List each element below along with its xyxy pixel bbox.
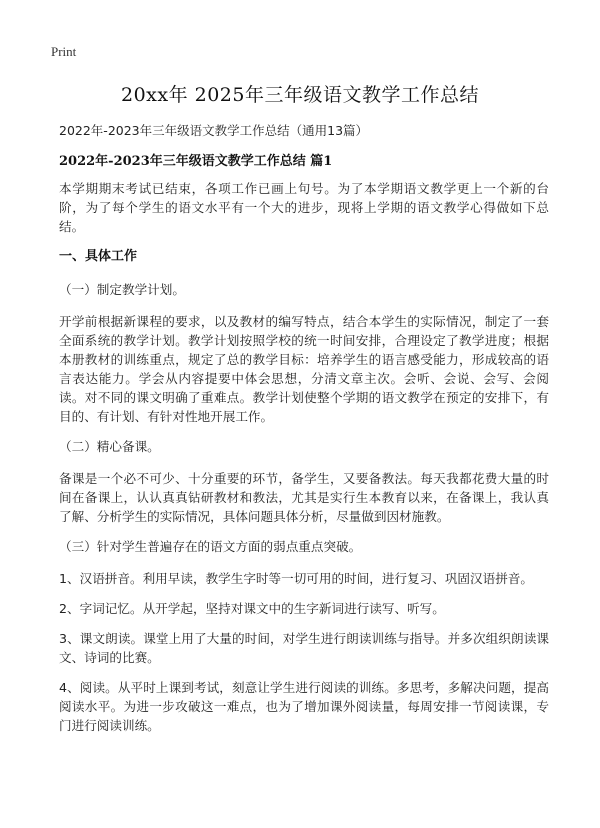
heading-specific-work: 一、具体工作 [59, 249, 138, 264]
subheading-teaching-plan: （一）制定教学计划。 [59, 282, 185, 297]
document-subtitle: 2022年-2023年三年级语文教学工作总结（通用13篇） [59, 123, 369, 138]
list-item-pinyin: 1、汉语拼音。利用早读，教学生字时等一切可用的时间，进行复习、巩固汉语拼音。 [59, 571, 533, 586]
intro-paragraph: 本学期期末考试已结束，各项工作已画上句号。为了本学期语文教学更上一个新的台阶，为了每个学生的语文水平有一个大的进步，现将上学期的语文教学心得做如下总结。 [59, 181, 549, 234]
print-label: Print [51, 44, 77, 59]
list-item-reading: 4、阅读。从平时上课到考试，刻意让学生进行阅读的训练。多思考，多解决问题，提高阅读水平。为进一步攻破这一难点，也为了增加课外阅读量，每周安排一节阅读课，专门进行阅读训练。 [59, 680, 549, 733]
list-item-word-memory: 2、字词记忆。从开学起，坚持对课文中的生字新词进行读写、听写。 [59, 601, 445, 616]
paragraph-lesson-prep: 备课是一个必不可少、十分重要的环节，备学生，又要备教法。每天我都花费大量的时间在备课上，认认真真钻研教材和教法，尤其是实行生本教育以来，在备课上，我认真了解、分析学生的实际情况，具体问题具体分析，尽量做到因材施教。 [59, 471, 549, 524]
list-item-reading-aloud: 3、课文朗读。课堂上用了大量的时间，对学生进行朗读训练与指导。并多次组织朗读课文、诗词的比赛。 [59, 631, 549, 665]
document-body [59, 179, 549, 746]
section-title: 2022年-2023年三年级语文教学工作总结 篇1 [59, 154, 333, 169]
document-title: 20xx年 2025年三年级语文教学工作总结 [120, 84, 479, 106]
subheading-weak-points: （三）针对学生普遍存在的语文方面的弱点重点突破。 [59, 539, 362, 554]
paragraph-teaching-plan: 开学前根据新课程的要求，以及教材的编写特点，结合本学生的实际情况，制定了一套全面系统的教学计划。教学计划按照学校的统一时间安排，合理设定了教学进度；根据本册教材的训练重点，规定了总的教学目标：培养学生的语言感受能力，形成较高的语言表达能力。学会从内容提要中体会思想，分清文章主次。会听、会说、会写、会阅读。对不同的课文明确了重难点。教学计划使整个学期的语文教学在预定的安排下，有目的、有计划、有针对性地开展工作。 [59, 314, 549, 424]
subheading-lesson-prep: （二）精心备课。 [59, 439, 160, 454]
